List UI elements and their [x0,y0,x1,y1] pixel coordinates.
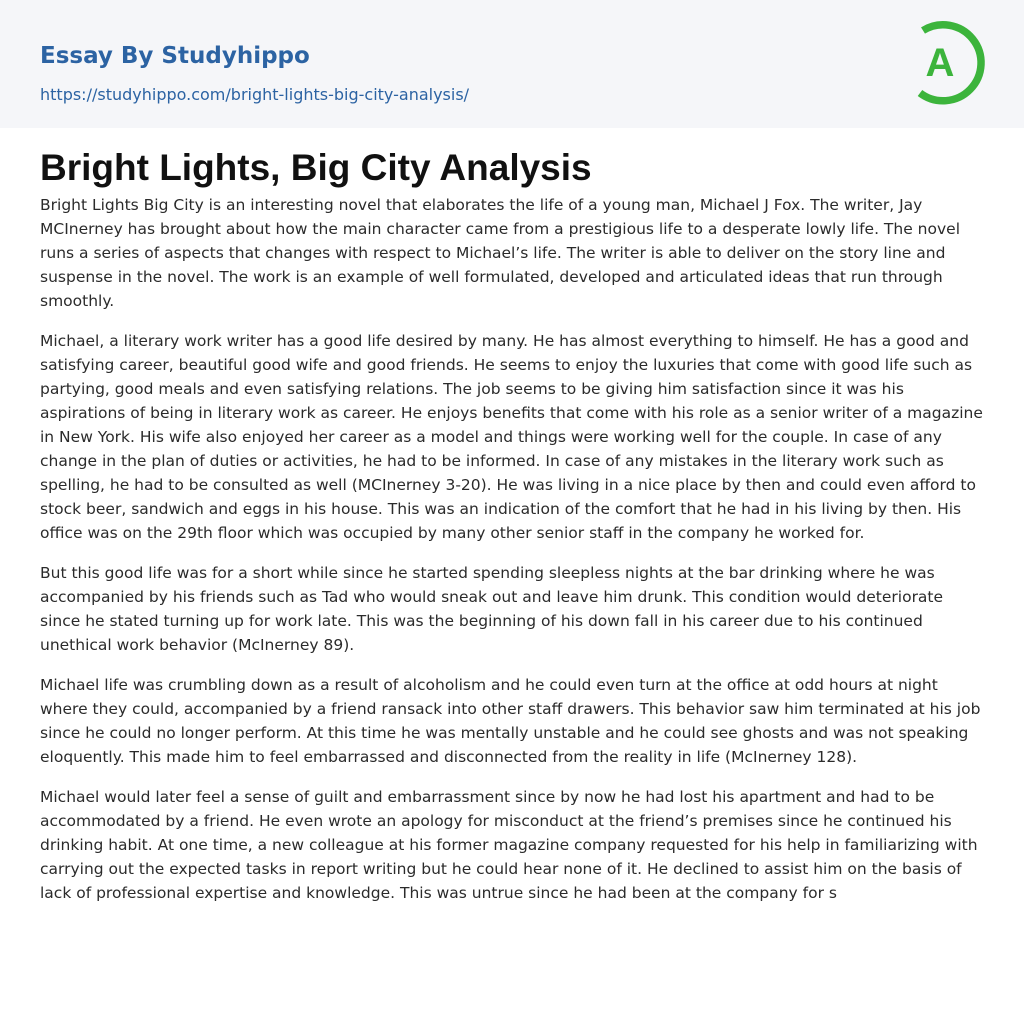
essay-content [0,147,1024,905]
studyhippo-logo[interactable] [904,17,988,107]
essay-paragraph: But this good life was for a short while since he started spending sleepless nights at the bar drinking where he was accompanied by his friends such as Tad who would sneak out and leave him drunk. This condition would deteriorate since he stated turning up for work late. This was the beginning of his down fall in his career due to his continued unethical work behavior (McInerney 89). [40,564,944,654]
source-url-link[interactable]: https://studyhippo.com/bright-lights-big-city-analysis/ [40,85,470,104]
site-header [0,0,1024,128]
logo-icon [904,17,988,107]
essay-paragraph: Michael would later feel a sense of guilt and embarrassment since by now he had lost his apartment and had to be accommodated by a friend. He even wrote an apology for misconduct at the friend’s premises since he continued his drinking habit. At one time, a new colleague at his former magazine company requested for his help in familiarizing with carrying out the expected tasks in report writing but he could hear none of it. He declined to assist him on the basis of lack of professional expertise and knowledge. This was untrue since he had been at the company for s [40,788,978,902]
essay-paragraph: Bright Lights Big City is an interesting novel that elaborates the life of a young man, Michael J Fox. The writer, Jay MCInerney has brought about how the main character came from a prestigious life to a desperate lowly life. The novel runs a series of aspects that changes with respect to Michael’s life. The writer is able to deliver on the story line and suspense in the novel. The work is an example of well formulated, developed and articulated ideas that run through smoothly. [40,196,961,310]
brand-title[interactable]: Essay By Studyhippo [40,43,310,69]
logo-letter: A [925,41,955,85]
essay-paragraph: Michael life was crumbling down as a result of alcoholism and he could even turn at the office at odd hours at night where they could, accompanied by a friend ransack into other staff drawers. This behavior saw him terminated at his job since he could no longer perform. At this time he was mentally unstable and he could see ghosts and was not speaking eloquently. This made him to feel embarrassed and disconnected from the reality in life (McInerney 128). [40,676,981,766]
essay-title: Bright Lights, Big City Analysis [40,147,592,188]
essay-body [40,193,984,905]
essay-paragraph: Michael, a literary work writer has a good life desired by many. He has almost everything to himself. He has a good and satisfying career, beautiful good wife and good friends. He seems to enjoy the luxuries that come with good life such as partying, good meals and even satisfying relations. The job seems to be giving him satisfaction since it was his aspirations of being in literary work as career. He enjoys benefits that come with his role as a senior writer of a magazine in New York. His wife also enjoyed her career as a model and things were working well for the couple. In case of any change in the plan of duties or activities, he had to be informed. In case of any mistakes in the literary work such as spelling, he had to be consulted as well (MCInerney 3-20). He was living in a nice place by then and could even afford to stock beer, sandwich and eggs in his house. This was an indication of the comfort that he had in his living by then. His office was on the 29th floor which was occupied by many other senior staff in the company he worked for. [40,332,983,542]
